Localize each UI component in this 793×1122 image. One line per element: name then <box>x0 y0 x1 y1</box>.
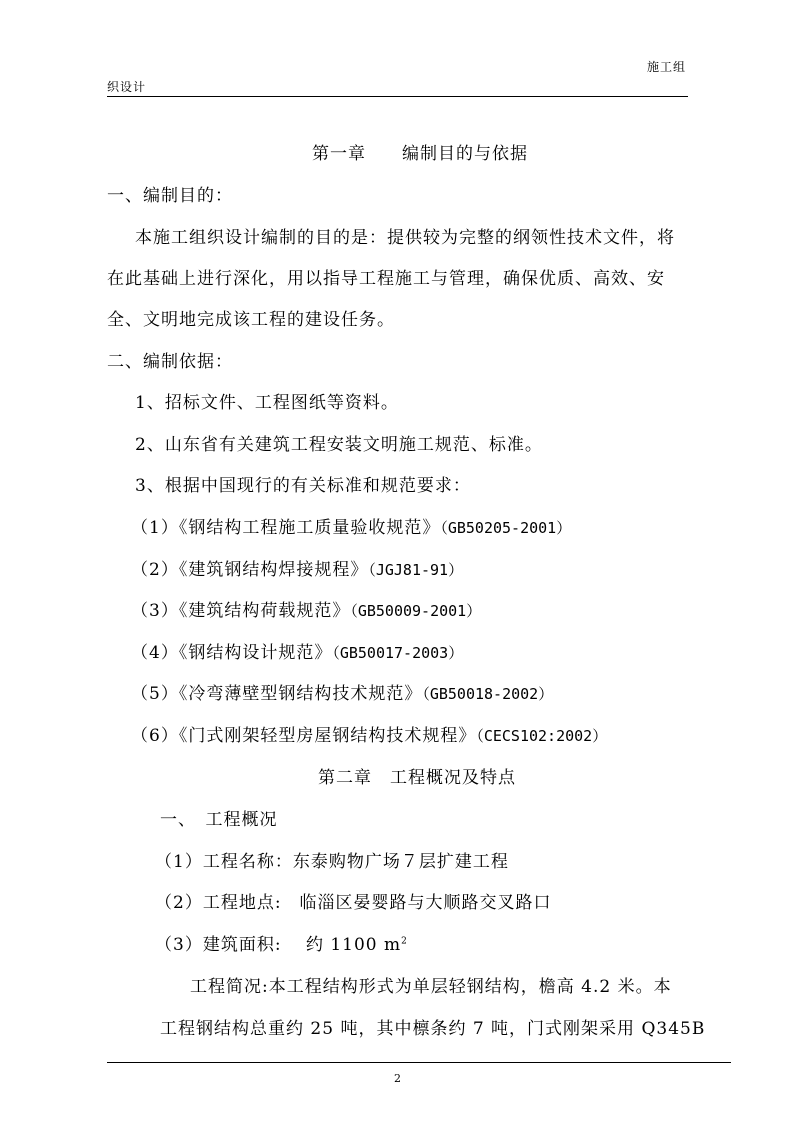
standard-item: （5）《冷弯薄壁型钢结构技术规范》（GB50018-2002） <box>131 684 554 704</box>
header-rule <box>107 96 688 97</box>
chapter1-title: 第一章 编制目的与依据 <box>312 144 528 164</box>
chapter2-title: 第二章 工程概况及特点 <box>318 768 516 788</box>
header-left-text: 织设计 <box>107 80 147 94</box>
chapter2-subheading: 一、 工程概况 <box>160 810 278 830</box>
project-name: （1）工程名称：东泰购物广场７层扩建工程 <box>155 852 509 872</box>
para1-line2: 在此基础上进行深化，用以指导工程施工与管理，确保优质、高效、安 <box>107 269 665 289</box>
page-number: 2 <box>394 1072 401 1085</box>
basis-item: 2、山东省有关建筑工程安装文明施工规范、标准。 <box>135 435 543 455</box>
header-right-text: 施工组 <box>647 60 687 74</box>
section2-heading: 二、编制依据： <box>107 352 233 372</box>
basis-item: 1、招标文件、工程图纸等资料。 <box>135 393 399 413</box>
summary-line2: 工程钢结构总重约 25 吨，其中檩条约 7 吨，门式刚架采用 Q345B <box>160 1019 706 1039</box>
standard-item: （2）《建筑钢结构焊接规程》（JGJ81-91） <box>131 560 464 580</box>
summary-line1: 工程简况:本工程结构形式为单层轻钢结构，檐高 4.2 米。本 <box>190 977 672 997</box>
para1-line1: 本施工组织设计编制的目的是：提供较为完整的纲领性技术文件，将 <box>135 228 675 248</box>
basis-item: 3、根据中国现行的有关标准和规范要求： <box>135 476 471 496</box>
standard-item: （1）《钢结构工程施工质量验收规范》（GB50205-2001） <box>131 518 572 538</box>
project-area: （3）建筑面积: 约 1100 $m^2$ <box>155 935 408 955</box>
standard-item: （6）《门式刚架轻型房屋钢结构技术规程》（CECS102:2002） <box>131 726 608 746</box>
section1-heading: 一、编制目的： <box>107 186 233 206</box>
project-location: （2）工程地点: 临淄区晏婴路与大顺路交叉路口 <box>155 893 552 913</box>
standard-item: （3）《建筑结构荷载规范》（GB50009-2001） <box>131 601 482 621</box>
footer-rule <box>107 1062 731 1063</box>
standard-item: （4）《钢结构设计规范》（GB50017-2003） <box>131 643 464 663</box>
para1-line3: 全、文明地完成该工程的建设任务。 <box>107 310 395 330</box>
